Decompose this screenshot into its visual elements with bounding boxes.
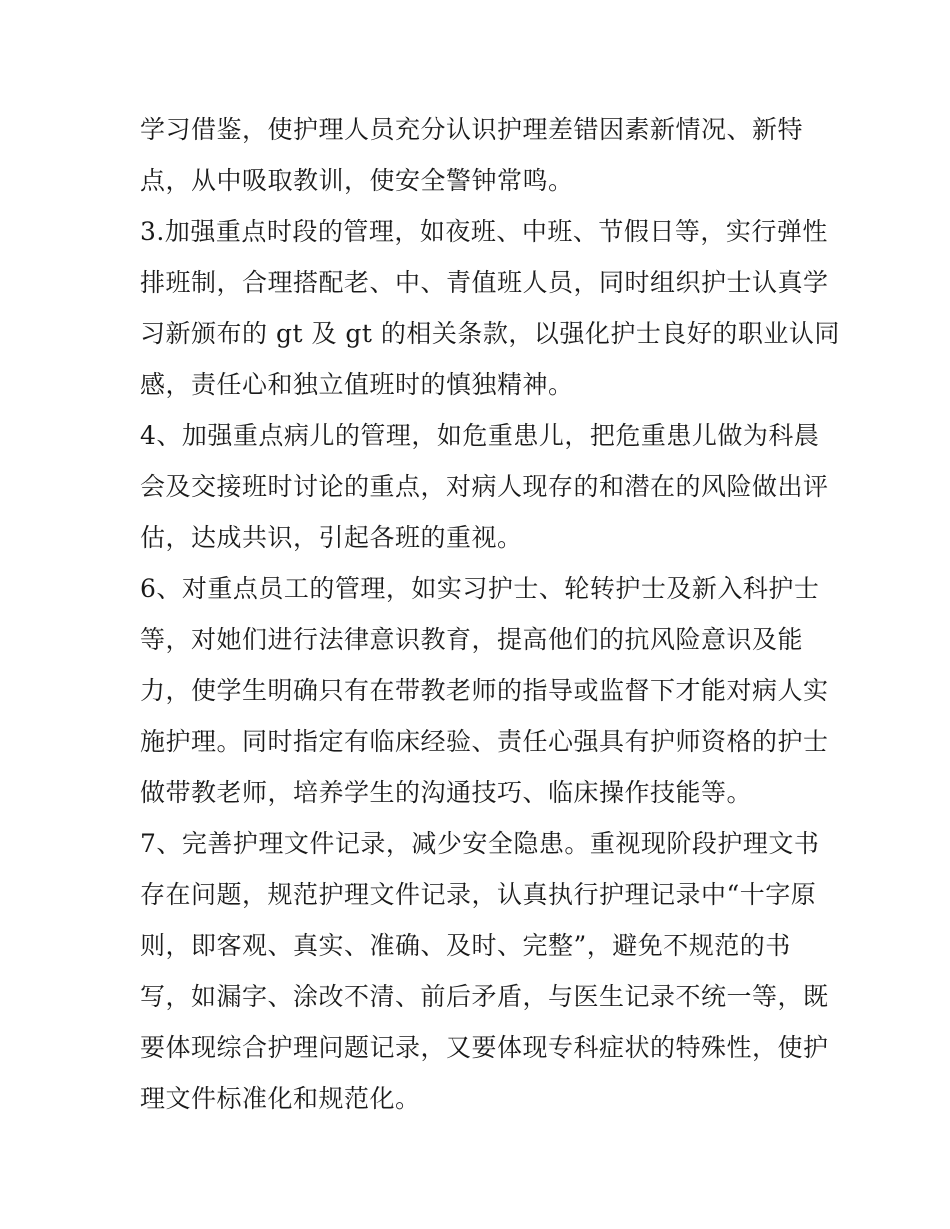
document-body — [140, 104, 840, 1124]
text-line: 排班制，合理搭配老、中、青值班人员，同时组织护士认真学 — [140, 268, 829, 297]
text-line: 做带教老师，培养学生的沟通技巧、临床操作技能等。 — [140, 778, 753, 807]
text-line: 3.加强重点时段的管理，如夜班、中班、节假日等，实行弹性 — [140, 217, 828, 246]
text-line: 习新颁布的 gt 及 gt 的相关条款，以强化护士良好的职业认同 — [140, 319, 840, 348]
text-line: 感，责任心和独立值班时的慎独精神。 — [140, 370, 574, 399]
text-line: 6、对重点员工的管理，如实习护士、轮转护士及新入科护士 — [140, 574, 820, 603]
text-line: 等，对她们进行法律意识教育，提高他们的抗风险意识及能 — [140, 625, 804, 654]
text-line: 点，从中吸取教训，使安全警钟常鸣。 — [140, 166, 574, 195]
text-line: 力，使学生明确只有在带教老师的指导或监督下才能对病人实 — [140, 676, 829, 705]
text-line: 学习借鉴，使护理人员充分认识护理差错因素新情况、新特 — [140, 115, 804, 144]
text-line: 7、完善护理文件记录，减少安全隐患。重视现阶段护理文书 — [140, 829, 820, 858]
text-line: 4、加强重点病儿的管理，如危重患儿，把危重患儿做为科晨 — [140, 421, 820, 450]
text-line: 估，达成共识，引起各班的重视。 — [140, 523, 523, 552]
text-line: 理文件标准化和规范化。 — [140, 1084, 421, 1113]
text-line: 会及交接班时讨论的重点，对病人现存的和潜在的风险做出评 — [140, 472, 829, 501]
text-line: 存在问题，规范护理文件记录，认真执行护理记录中“十字原 — [140, 880, 817, 909]
text-line: 则，即客观、真实、准确、及时、完整”，避免不规范的书 — [140, 931, 791, 960]
text-line: 要体现综合护理问题记录，又要体现专科症状的特殊性，使护 — [140, 1033, 829, 1062]
text-line: 施护理。同时指定有临床经验、责任心强具有护师资格的护士 — [140, 727, 829, 756]
text-line: 写，如漏字、涂改不清、前后矛盾，与医生记录不统一等，既 — [140, 982, 829, 1011]
